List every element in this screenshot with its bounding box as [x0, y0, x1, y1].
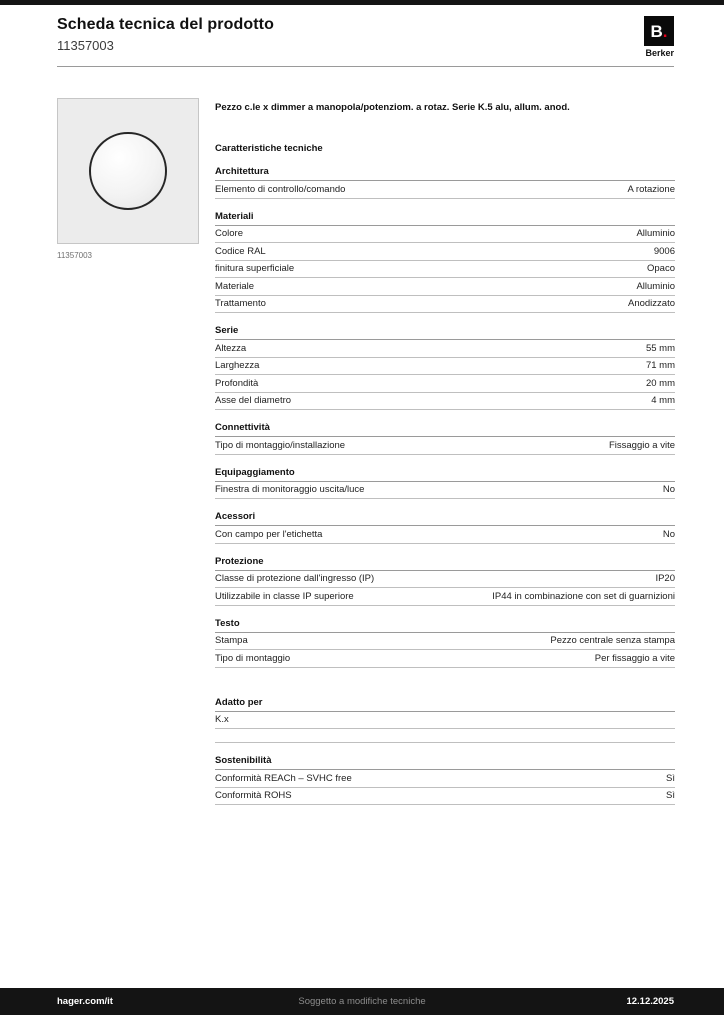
spec-value: A rotazione [627, 183, 675, 195]
spec-label: Elemento di controllo/comando [215, 183, 346, 195]
header [0, 5, 724, 58]
spec-row [215, 770, 675, 788]
footer-bar [0, 988, 724, 1015]
header-text [57, 16, 274, 53]
spec-section-title: Protezione [215, 556, 675, 571]
brand-logo [644, 16, 674, 58]
spec-label: Materiale [215, 280, 255, 292]
spec-row [215, 788, 675, 806]
spec-section-title: Acessori [215, 511, 675, 526]
spec-label: Conformità ROHS [215, 790, 292, 802]
spec-label: Profondità [215, 377, 259, 389]
spec-value: IP44 in combinazione con set di guarnizioni [492, 590, 675, 602]
spec-row [215, 261, 675, 279]
spec-label: Colore [215, 228, 243, 240]
spec-section-title: Sostenibilità [215, 755, 675, 770]
spec-value: Sì [666, 790, 675, 802]
spec-label: Tipo di montaggio/installazione [215, 439, 346, 451]
spec-label: finitura superficiale [215, 263, 295, 275]
spec-value: Sì [666, 772, 675, 784]
spec-section-title: Architettura [215, 166, 675, 181]
spec-row [215, 296, 675, 314]
spec-row [215, 650, 675, 668]
product-image [57, 98, 199, 244]
spec-section-title: Connettività [215, 422, 675, 437]
spec-row [215, 526, 675, 544]
spec-section [215, 511, 675, 544]
spec-section [215, 697, 675, 744]
logo-dot: . [662, 21, 668, 41]
spec-sections [215, 166, 675, 805]
spec-value: 20 mm [645, 377, 675, 389]
spec-section [215, 211, 675, 314]
spec-value: Pezzo centrale senza stampa [550, 635, 675, 647]
spec-section [215, 556, 675, 606]
spec-label: Utilizzabile in classe IP superiore [215, 590, 354, 602]
spec-row [215, 278, 675, 296]
brand-name: Berker [645, 48, 674, 58]
spec-section-title: Adatto per [215, 697, 675, 712]
spec-section-title: Serie [215, 325, 675, 340]
spec-label: Con campo per l'etichetta [215, 528, 323, 540]
spec-section [215, 467, 675, 500]
spec-row [215, 712, 675, 730]
spec-label: K.x [215, 714, 229, 726]
product-description: Pezzo c.le x dimmer a manopola/potenziom. a rotaz. Serie K.5 alu, allum. anod. [215, 102, 570, 113]
spec-section [215, 422, 675, 455]
spec-value: 4 mm [651, 395, 675, 407]
spec-value: 9006 [653, 245, 675, 257]
spec-row [215, 729, 675, 743]
spec-label: Trattamento [215, 298, 266, 310]
spec-section [215, 325, 675, 410]
characteristics-title: Caratteristiche tecniche [215, 143, 323, 155]
spec-row [215, 588, 675, 606]
spec-value: No [662, 528, 675, 540]
spec-label: Conformità REACh – SVHC free [215, 772, 352, 784]
spec-section-title: Materiali [215, 211, 675, 226]
spec-row [215, 340, 675, 358]
spec-row [215, 243, 675, 261]
spec-row [215, 358, 675, 376]
spec-value: Anodizzato [627, 298, 675, 310]
spec-label: Asse del diametro [215, 395, 292, 407]
spec-value: No [662, 484, 675, 496]
footer-website-link[interactable]: hager.com/it [57, 996, 113, 1007]
berker-logo-icon [644, 16, 674, 46]
spec-value: Alluminio [636, 228, 675, 240]
spec-row [215, 633, 675, 651]
spec-label: Finestra di monitoraggio uscita/luce [215, 484, 365, 496]
product-number: 11357003 [57, 38, 114, 53]
spec-section [215, 618, 675, 668]
left-column [57, 98, 199, 805]
spec-label: Classe di protezione dall'ingresso (IP) [215, 573, 375, 585]
spec-value: IP20 [655, 573, 675, 585]
spec-row [215, 226, 675, 244]
spec-section [215, 166, 675, 199]
spec-value: Opaco [647, 263, 675, 275]
spec-section-title: Testo [215, 618, 675, 633]
spec-row [215, 181, 675, 199]
dimmer-knob-illustration [89, 132, 167, 210]
footer-note: Soggetto a modifiche tecniche [298, 996, 426, 1007]
logo-letter: B [650, 21, 663, 41]
spec-value: Fissaggio a vite [608, 439, 675, 451]
spec-row [215, 375, 675, 393]
main-content [0, 67, 724, 805]
spec-row [215, 393, 675, 411]
spec-label: Codice RAL [215, 245, 266, 257]
spec-value: Per fissaggio a vite [594, 652, 675, 664]
spec-content [215, 98, 675, 805]
page-title: Scheda tecnica del prodotto [57, 16, 274, 33]
spec-section [215, 755, 675, 805]
spec-section-title: Equipaggiamento [215, 467, 675, 482]
footer-date: 12.12.2025 [626, 996, 674, 1007]
spec-label: Larghezza [215, 360, 260, 372]
spec-value: Alluminio [636, 280, 675, 292]
spec-row [215, 482, 675, 500]
spec-row [215, 571, 675, 589]
spec-value: 55 mm [645, 342, 675, 354]
spec-label: Altezza [215, 342, 247, 354]
spec-label: Stampa [215, 635, 248, 647]
spec-value: 71 mm [645, 360, 675, 372]
spec-label: Tipo di montaggio [215, 652, 291, 664]
product-image-caption: 11357003 [57, 251, 92, 260]
spec-row [215, 437, 675, 455]
